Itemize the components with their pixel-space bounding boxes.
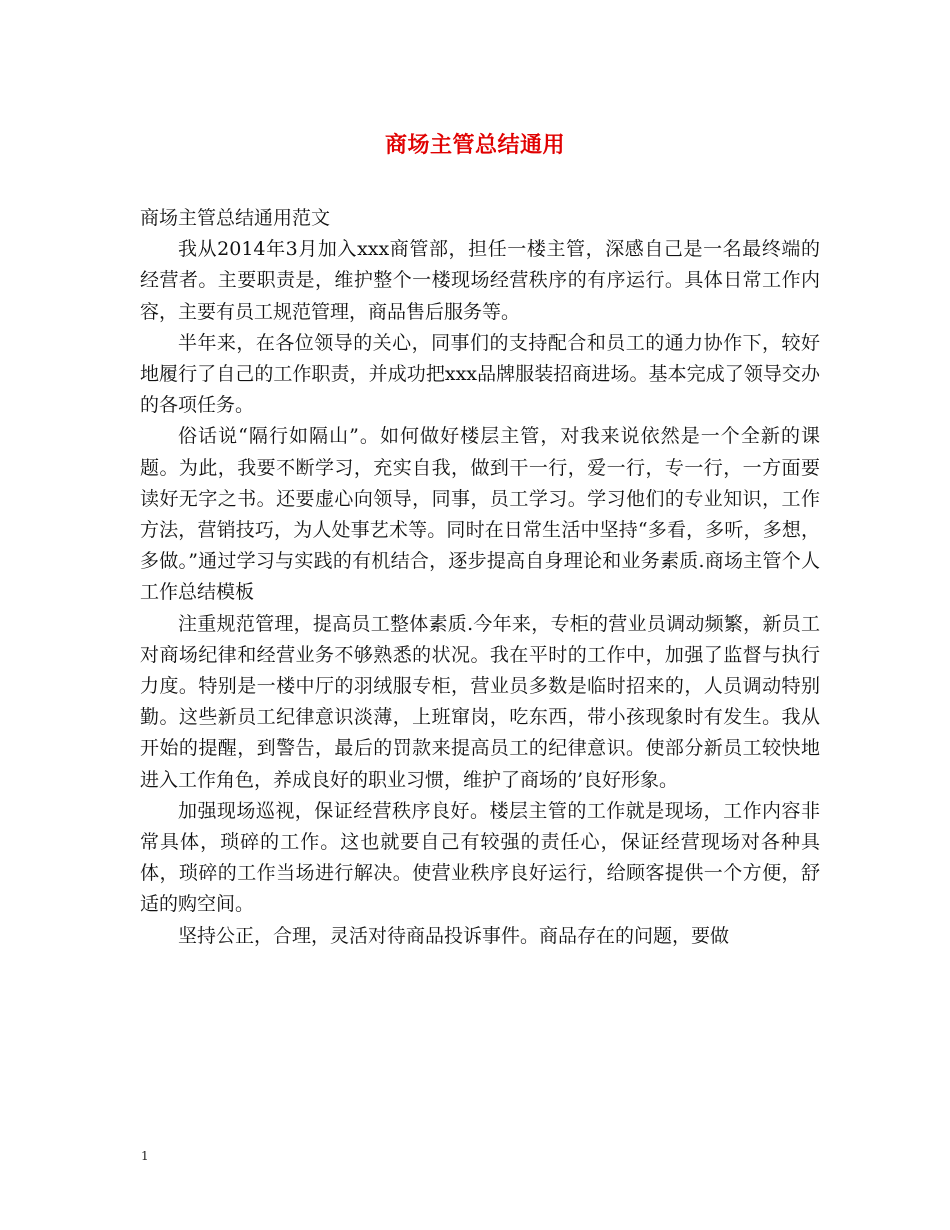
paragraph-1: 我从2014年3月加入xxx商管部，担任一楼主管，深感自己是一名最终端的经营者。主要职责是，维护整个一楼现场经营秩序的有序运行。具体日常工作内容，主要有员工规范管理，商品售后服务等。	[140, 238, 820, 323]
paragraph-3: 俗话说“隔行如隔山”。如何做好楼层主管，对我来说依然是一个全新的课题。为此，我要不断学习，充实自我，做到干一行，爱一行，专一行，一方面要读好无字之书。还要虚心向领导，同事，员工学习。学习他们的专业知识，工作方法，营销技巧，为人处事艺术等。同时在日常生活中坚持“多看，多听，多想，多做。”通过学习与实践的有机结合，逐步提高自身理论和业务素质.商场主管个人工作总结模板	[140, 425, 820, 604]
paragraph-6: 坚持公正，合理，灵活对待商品投诉事件。商品存在的问题，要做	[178, 924, 730, 947]
page-number: 1	[141, 1149, 149, 1163]
paragraph-4: 注重规范管理，提高员工整体素质.今年来，专柜的营业员调动频繁，新员工对商场纪律和经营业务不够熟悉的状况。我在平时的工作中，加强了监督与执行力度。特别是一楼中厅的羽绒服专柜，营业员多数是临时招来的，人员调动特别勤。这些新员工纪律意识淡薄，上班窜岗，吃东西，带小孩现象时有发生。我从开始的提醒，到警告，最后的罚款来提高员工的纪律意识。使部分新员工较快地进入工作角色，养成良好的职业习惯，维护了商场的’良好形象。	[140, 612, 820, 791]
document-title: 商场主管总结通用	[384, 132, 565, 158]
document-subtitle: 商场主管总结通用范文	[140, 207, 331, 229]
document-body	[140, 203, 820, 952]
paragraph-2: 半年来，在各位领导的关心，同事们的支持配合和员工的通力协作下，较好地履行了自己的工作职责，并成功把xxx品牌服装招商进场。基本完成了领导交办的各项任务。	[140, 331, 820, 417]
paragraph-5: 加强现场巡视，保证经营秩序良好。楼层主管的工作就是现场，工作内容非常具体，琐碎的工作。这也就要自己有较强的责任心，保证经营现场对各种具体，琐碎的工作当场进行解决。使营业秩序良好运行，给顾客提供一个方便，舒适的购空间。	[140, 799, 820, 916]
